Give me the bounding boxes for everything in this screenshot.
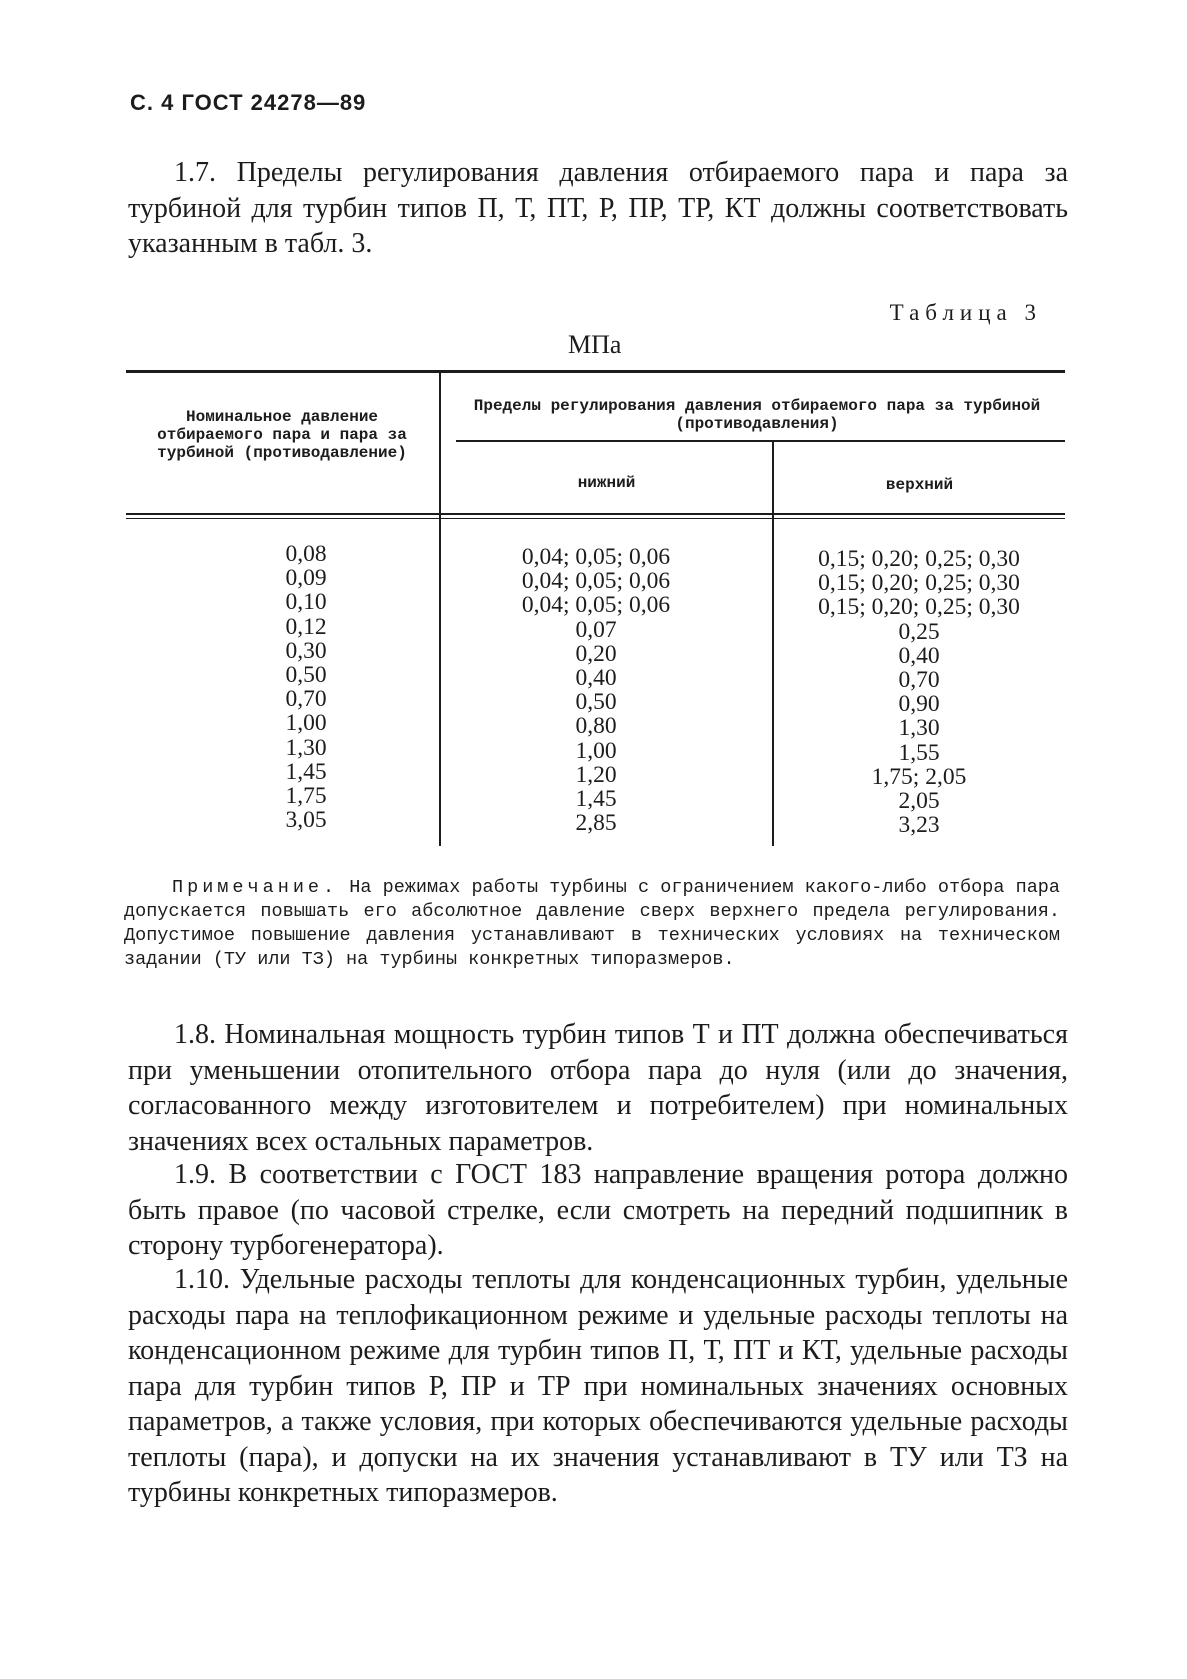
cell-lower: 1,45 <box>575 786 617 813</box>
cell-upper: 0,70 <box>898 667 940 694</box>
cell-nominal: 0,50 <box>285 662 327 689</box>
cell-upper: 0,15; 0,20; 0,25; 0,30 <box>818 570 1020 597</box>
col-header-upper: верхний <box>885 476 954 494</box>
cell-nominal: 1,75 <box>285 783 327 810</box>
table-note <box>124 876 1060 972</box>
col-divider-1 <box>439 372 441 846</box>
cell-upper: 1,30 <box>898 715 940 742</box>
cell-lower: 0,04; 0,05; 0,06 <box>521 544 671 570</box>
cell-upper: 0,25 <box>898 618 940 645</box>
table-caption: Таблица 3 <box>889 300 1042 325</box>
col-header-group: Пределы регулирования давления отбираемого пара за турбиной (противодавления) <box>473 397 1041 433</box>
cell-nominal: 0,09 <box>285 565 327 592</box>
cell-upper: 1,55 <box>898 739 940 766</box>
cell-upper: 3,23 <box>898 812 940 839</box>
paragraph-1-9: 1.9. В соответствии с ГОСТ 183 направление вращения ротора должно быть правое (по часовой стрелке, если смотреть на передний подшипник в сторону турбогенератора). <box>128 1159 1068 1261</box>
cell-upper: 0,40 <box>898 642 940 669</box>
cell-nominal: 3,05 <box>285 807 327 834</box>
col-header-lower: нижний <box>577 474 636 492</box>
cell-nominal: 0,10 <box>285 589 327 616</box>
table-top-rule <box>126 370 1065 373</box>
col-divider-2 <box>772 442 774 846</box>
cell-lower: 0,04; 0,05; 0,06 <box>521 568 671 595</box>
column-nominal <box>216 542 396 832</box>
cell-nominal: 0,08 <box>285 541 327 567</box>
cell-upper: 0,15; 0,20; 0,25; 0,30 <box>818 594 1020 621</box>
cell-nominal: 1,45 <box>285 758 327 785</box>
cell-upper: 1,75; 2,05 <box>871 763 967 790</box>
cell-nominal: 1,00 <box>285 710 327 737</box>
cell-lower: 0,40 <box>575 665 617 692</box>
cell-nominal: 1,30 <box>285 734 327 761</box>
table-unit: МПа <box>568 330 622 359</box>
group-header-rule <box>456 440 1065 442</box>
cell-lower: 1,00 <box>575 737 617 764</box>
cell-nominal: 0,70 <box>285 686 327 713</box>
paragraph-1-7: 1.7. Пределы регулирования давления отбираемого пара и пара за турбиной для турбин типов П, Т, ПТ, Р, ПР, ТР, КТ должны соответствовать указанным в табл. 3. <box>128 157 1068 259</box>
cell-lower: 0,04; 0,05; 0,06 <box>521 592 671 619</box>
paragraph-1-8: 1.8. Номинальная мощность турбин типов Т и ПТ должна обеспечиваться при уменьшении отопительного отбора пара до нуля (или до значения, согласованного между изготовителем и потребителем) при номинальных значениях всех остальных параметров. <box>128 1019 1068 1157</box>
header-bottom-rule-2 <box>126 518 1065 519</box>
column-lower <box>466 545 726 835</box>
cell-upper: 0,15; 0,20; 0,25; 0,30 <box>818 546 1020 572</box>
cell-nominal: 0,30 <box>285 637 327 664</box>
cell-lower: 0,80 <box>575 713 617 740</box>
column-upper <box>776 547 1062 837</box>
note-text: На режимах работы турбины с ограничением какого-либо отбора пара допускается повышать его абсолютное давление сверх верхнего предела регулирования. Допустимое повышение давления устанавливают в технических условиях на техническом задании (ТУ или ТЗ) на турбины конкретных типоразмеров. <box>124 877 1061 970</box>
cell-nominal: 0,12 <box>285 613 327 640</box>
cell-lower: 0,20 <box>575 640 617 667</box>
cell-lower: 1,20 <box>575 761 617 788</box>
cell-lower: 0,50 <box>575 689 617 716</box>
pressure-table <box>126 370 1065 846</box>
header-bottom-rule <box>126 513 1065 515</box>
cell-lower: 0,07 <box>575 616 617 643</box>
col-header-nominal: Номинальное давление отбираемого пара и пара за турбиной (противодавление) <box>157 408 407 462</box>
cell-lower: 2,85 <box>575 810 617 837</box>
note-label: Примечание. <box>172 877 339 898</box>
cell-upper: 2,05 <box>898 788 940 815</box>
paragraph-1-10: 1.10. Удельные расходы теплоты для конденсационных турбин, удельные расходы пара на теплофикационном режиме и удельные расходы теплоты на конденсационном режиме для турбин типов П, Т, ПТ и КТ, удельные расходы пара для турбин типов Р, ПР и ТР при номинальных значениях основных параметров, а также условия, при которых обеспечиваются удельные расходы теплоты (пара), и допуски на их значения устанавливают в ТУ или ТЗ на турбины конкретных типоразмеров. <box>128 1264 1068 1508</box>
cell-upper: 0,90 <box>898 691 940 718</box>
page-header: С. 4 ГОСТ 24278—89 <box>130 90 367 115</box>
